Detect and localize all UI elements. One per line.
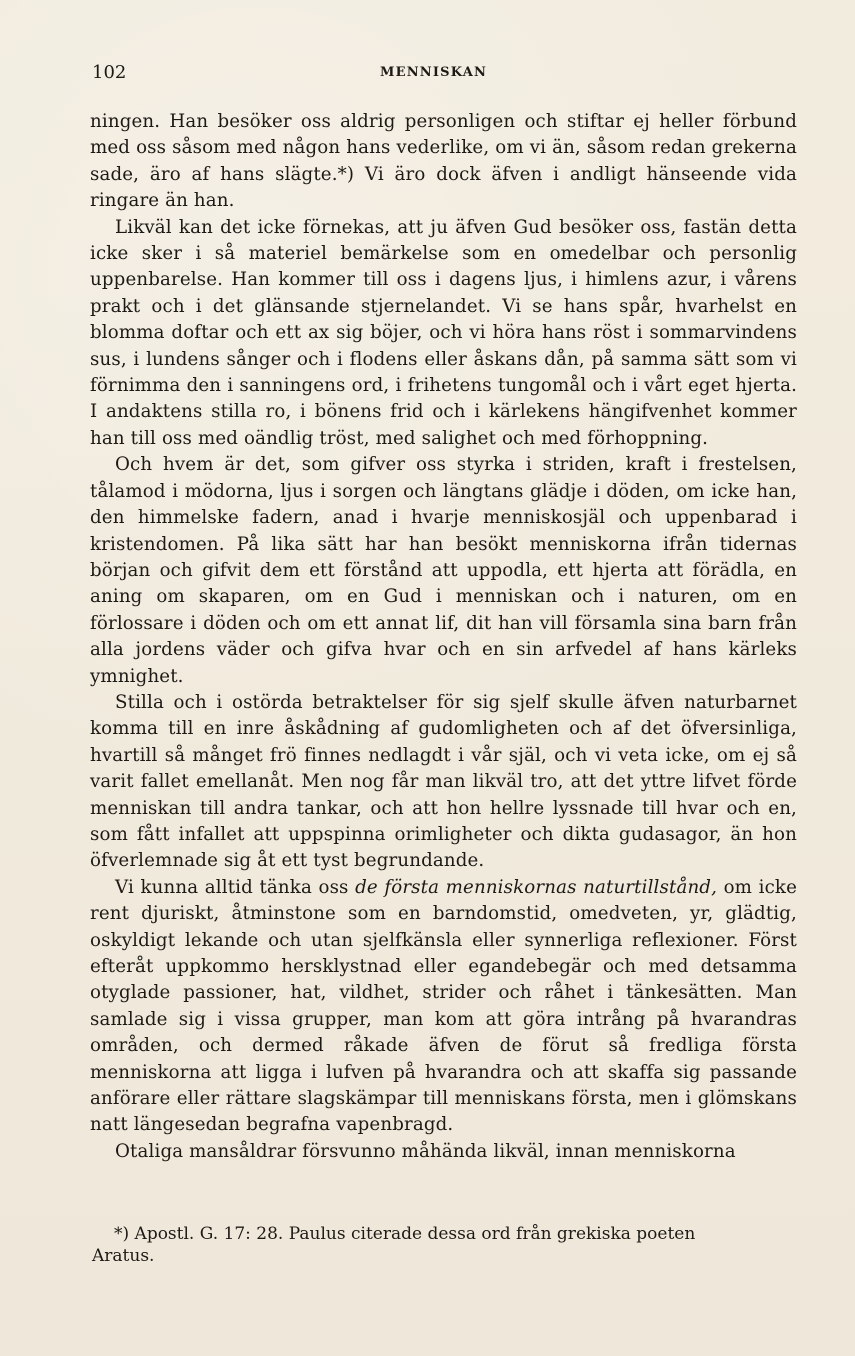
footnote: [92, 1223, 797, 1267]
paragraph-3: Och hvem är det, som gifver oss styrka i striden, kraft i frestelsen, tålamod i mödorna, ljus i sorgen och längtans glädje i döden, om icke han, den himmelske fadern, anad i hvarje menniskosjäl och uppenbarad i kristendomen. På lika sätt har han besökt menniskorna ifrån tidernas början och gifvit dem ett förstånd att uppodla, ett hjerta att förädla, en aning om skaparen, om en Gud i menniskan och i naturen, om en förlossare i döden och om ett annat lif, dit han vill församla sina barn från alla jordens väder och gifva hvar och en sin arfvedel af hans kärleks ymnighet.: [90, 454, 797, 687]
paragraph-1: ningen. Han besöker oss aldrig personligen och stiftar ej heller förbund med oss såsom med någon hans vederlike, om vi än, såsom redan grekerna sade, äro af hans slägte.*) Vi äro dock äfven i andligt hänseende vida ringare än han.: [90, 111, 797, 212]
footnote-line-1: *) Apostl. G. 17: 28. Paulus citerade dessa ord från grekiska poeten: [114, 1224, 696, 1244]
paragraph-5-after-italic: om icke rent djuriskt, åtminstone som en barndomstid, omedveten, yr, glädtig, oskyldigt lekande och utan sjelfkänsla eller synnerliga reflexioner. Först efteråt uppkommo hersklystnad eller egandebegär och med detsamma otyglade passioner, hat, vildhet, strider och råhet i tänkesätten. Man samlade sig i vissa grupper, man kom att göra intrång på hvarandras områden, och dermed råkade äfven de förut så fredliga första menniskorna att ligga i lufven på hvarandra och att skaffa sig passande anförare eller rättare slagskämpar till menniskans första, men i glömskans natt längesedan begrafna vapenbragd.: [90, 876, 797, 1136]
paragraph-4: Stilla och i ostörda betraktelser för sig sjelf skulle äfven naturbarnet komma till en inre åskådning af gudomligheten och af det öfversinliga, hvartill så månget frö finnes nedlagdt i vår själ, och vi veta icke, om ej så varit fallet emellanåt. Men nog får man likväl tro, att det yttre lifvet förde menniskan till andra tankar, och att hon hellre lyssnade till hvar och en, som fått infallet att uppspinna orimligheter och dikta gudasagor, än hon öfverlemnade sig åt ett tyst begrundande.: [90, 691, 797, 872]
main-text: [90, 109, 797, 1165]
footnote-line-2: Aratus.: [92, 1246, 155, 1266]
paragraph-6: Otaliga mansåldrar försvunno måhända likväl, innan menniskorna: [115, 1140, 736, 1162]
running-head: [92, 60, 797, 86]
running-title: MENNISKAN: [380, 65, 488, 80]
paragraph-5-before-italic: Vi kunna alltid tänka oss: [115, 876, 356, 898]
paragraph-5: [90, 875, 797, 1139]
page-number: 102: [92, 62, 127, 83]
paragraph-2: Likväl kan det icke förnekas, att ju äfven Gud besöker oss, fastän detta icke sker i så materiel bemärkelse som en omedelbar och personlig uppenbarelse. Han kommer till oss i dagens ljus, i himlens azur, i vårens prakt och i det glänsande stjernelandet. Vi se hans spår, hvarhelst en blomma doftar och ett ax sig böjer, och vi höra hans röst i sommarvindens sus, i lundens sånger och i flodens eller åskans dån, på samma sätt som vi förnimma den i sanningens ord, i frihetens tungomål och i vårt eget hjerta. I andaktens stilla ro, i bönens frid och i kärlekens hängifvenhet kommer han till oss med oändlig tröst, med salighet och med förhoppning.: [90, 216, 797, 449]
italic-phrase: de första menniskornas naturtillstånd,: [355, 876, 718, 898]
